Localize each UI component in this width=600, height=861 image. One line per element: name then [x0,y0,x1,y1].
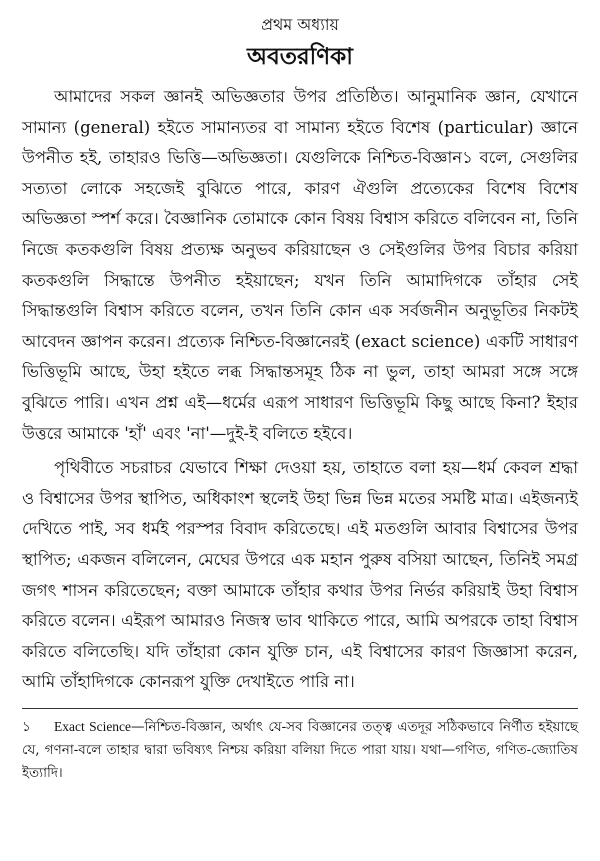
chapter-heading: প্রথম অধ্যায় [261,15,339,34]
footnote-term: Exact Science [54,718,132,734]
paragraph-1: আমাদের সকল জ্ঞানই অভিজ্ঞতার উপর প্রতিষ্ঠিত। আনুমানিক জ্ঞান, যেখানে সামান্য (general) হইতে সামান্যতর বা সামান্য হইতে বিশেষ (particular) জ্ঞানে উপনীত হই, তাহারও ভিত্তি—অভিজ্ঞতা। যেগুলিকে নিশ্চিত-বিজ্ঞান১ বলে, সেগুলির সত্যতা লোকে সহজেই বুঝিতে পারে, কারণ ঐগুলি প্রত্যেকের বিশেষ বিশেষ অভিজ্ঞতা স্পর্শ করে। বৈজ্ঞানিক তোমাকে কোন বিষয় বিশ্বাস করিতে বলিবেন না, তিনি নিজে কতকগুলি বিষয় প্রত্যক্ষ অনুভব করিয়াছেন ও সেইগুলির উপর বিচার করিয়া কতকগুলি সিদ্ধান্তে উপনীত হইয়াছেন; যখন তিনি আমাদিগকে তাঁহার সেই সিদ্ধান্তগুলি বিশ্বাস করিতে বলেন, তখন তিনি কোন এক সর্বজনীন অনুভূতির নিকটই আবেদন জ্ঞাপন করেন। প্রত্যেক নিশ্চিত-বিজ্ঞানেরই (exact science) একটি সাধারণ ভিত্তিভূমি আছে, উহা হইতে লব্ধ সিদ্ধান্তসমূহ ঠিক না ভুল, তাহা আমরা সঙ্গে সঙ্গে বুঝিতে পারি। এখন প্রশ্ন এই—ধর্মের এরূপ সাধারণ ভিত্তিভূমি কিছু আছে কিনা? ইহার উত্তরে আমাকে 'হাঁ' এবং 'না'—দুই-ই বলিতে হইবে। [22,87,578,443]
footnote-number: ১ [22,718,31,735]
paragraph-2: পৃথিবীতে সচরাচর যেভাবে শিক্ষা দেওয়া হয়, তাহাতে বলা হয়—ধর্ম কেবল শ্রদ্ধা ও বিশ্বাসের উপর স্থাপিত, অধিকাংশ স্থলেই উহা ভিন্ন ভিন্ন মতের সমষ্টি মাত্র। এইজন্যই দেখিতে পাই, সব ধর্মই পরস্পর বিবাদ করিতেছে। এই মতগুলি আবার বিশ্বাসের উপর স্থাপিত; একজন বলিলেন, মেঘের উপরে এক মহান পুরুষ বসিয়া আছেন, তিনিই সমগ্র জগৎ শাসন করিতেছেন; বক্তা আমাকে তাঁহার কথার উপর নির্ভর করিয়াই উহা বিশ্বাস করিতে বলেন। এইরূপ আমারও নিজস্ব ভাব থাকিতে পারে, আমি অপরকে তাহা বিশ্বাস করিতে বলিতেছি। যদি তাঁহারা কোন যুক্তি চান, এই বিশ্বাসের কারণ জিজ্ঞাসা করেন, আমি তাঁহাদিগকে কোনরূপ যুক্তি দেখাইতে পারি না। [22,458,578,692]
chapter-title: অবতরণিকা [247,43,353,70]
footnote [22,715,578,785]
footnote-text: —নিশ্চিত-বিজ্ঞান, অর্থাৎ যে-সব বিজ্ঞানের তত্ত্ব এতদূর সঠিকভাবে নির্ণীত হইয়াছে যে, গণনা-বলে তাহার দ্বারা ভবিষ্যৎ নিশ্চয় করিয়া বলিয়া দিতে পারা যায়। যথা—গণিত, গণিত-জ্যোতিষ ইত্যাদি। [22,718,578,781]
footnote-divider [22,708,578,709]
